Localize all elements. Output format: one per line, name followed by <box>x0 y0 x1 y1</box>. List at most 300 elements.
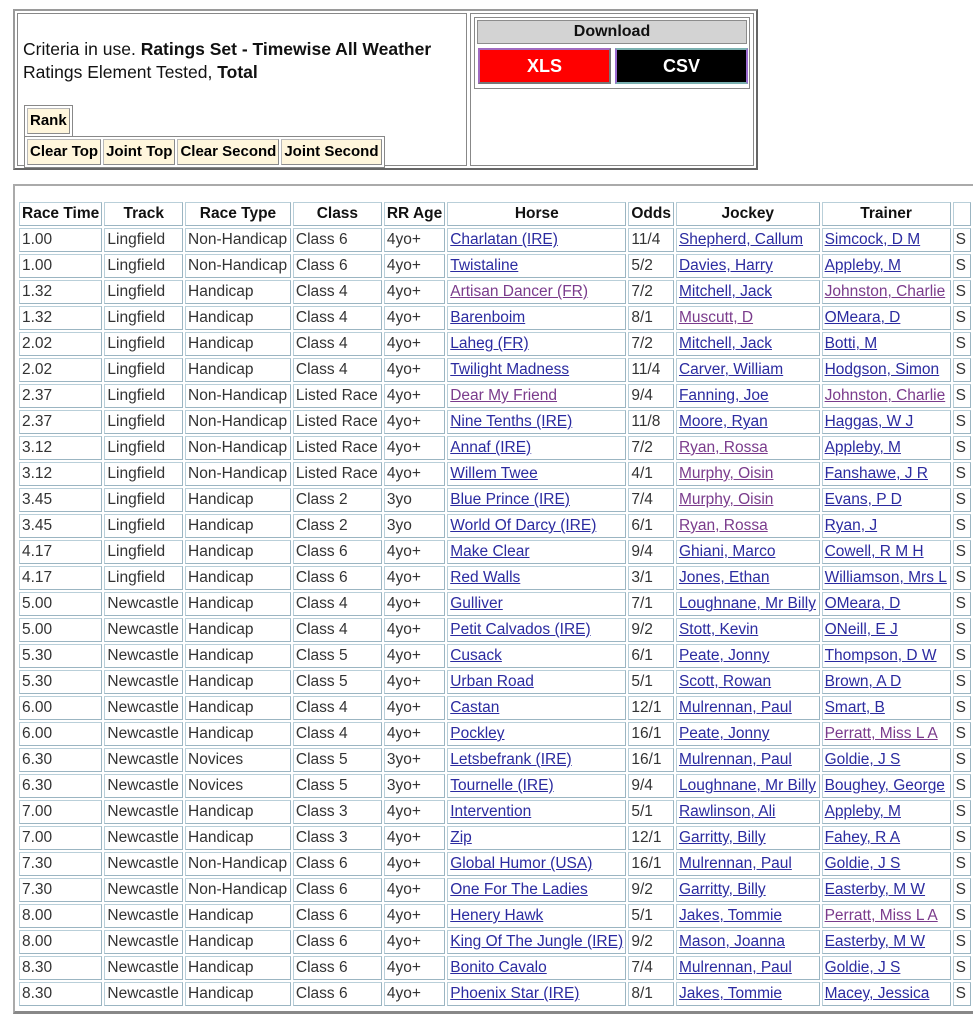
track-cell: Lingfield <box>107 387 166 404</box>
class-column <box>293 384 382 408</box>
trainer-link[interactable]: Ryan, J <box>824 517 878 534</box>
extra-cell: S <box>955 569 966 586</box>
trainer-link[interactable]: Boughey, George <box>824 777 945 794</box>
horse-link[interactable]: Annaf (IRE) <box>450 439 532 456</box>
trainer-link[interactable]: Appleby, M <box>824 257 901 274</box>
jockey-column <box>676 696 820 720</box>
trainer-column <box>822 306 951 330</box>
rank-button[interactable]: Rank <box>27 108 70 134</box>
class-column <box>293 696 382 720</box>
jockey-link[interactable]: Ghiani, Marco <box>678 543 776 560</box>
time-column <box>19 670 102 694</box>
time-column <box>19 592 102 616</box>
table-row <box>19 826 971 850</box>
time-column <box>19 696 102 720</box>
odds-column <box>628 904 674 928</box>
table-row <box>19 696 971 720</box>
age-column <box>384 696 445 720</box>
trainer-link[interactable]: Easterby, M W <box>824 881 926 898</box>
table-row <box>19 930 971 954</box>
jockey-column <box>676 930 820 954</box>
horse-column <box>447 592 626 616</box>
download-xls-button[interactable]: XLS <box>478 48 611 84</box>
horse-link[interactable]: Dear My Friend <box>450 387 558 404</box>
extra-column <box>953 982 971 1006</box>
type-column <box>185 800 291 824</box>
track-cell: Newcastle <box>107 959 179 976</box>
horse-column <box>447 904 626 928</box>
horse-link[interactable]: Phoenix Star (IRE) <box>450 985 580 1002</box>
jockey-link[interactable]: Mulrennan, Paul <box>678 699 792 716</box>
jockey-link[interactable]: Mulrennan, Paul <box>678 959 792 976</box>
odds-column <box>628 280 674 304</box>
joint-top-button[interactable]: Joint Top <box>103 139 175 165</box>
class-cell: Class 2 <box>295 517 348 534</box>
extra-column <box>953 878 971 902</box>
race-time-cell: 5.30 <box>22 647 53 664</box>
track-column <box>104 904 183 928</box>
joint-second-button[interactable]: Joint Second <box>281 139 381 165</box>
horse-column <box>447 384 626 408</box>
rr-age-cell: 4yo+ <box>386 543 421 560</box>
time-column <box>19 254 102 278</box>
odds-column <box>628 644 674 668</box>
track-cell: Newcastle <box>107 595 179 612</box>
horse-link[interactable]: Make Clear <box>450 543 530 560</box>
rr-age-cell: 3yo <box>386 491 412 508</box>
horse-link[interactable]: Artisan Dancer (FR) <box>450 283 589 300</box>
extra-column <box>953 410 971 434</box>
trainer-column <box>822 514 951 538</box>
jockey-link[interactable]: Jones, Ethan <box>678 569 770 586</box>
jockey-link[interactable]: Loughnane, Mr Billy <box>678 595 816 612</box>
race-time-cell: 6.00 <box>22 699 53 716</box>
trainer-link[interactable]: Brown, A D <box>824 673 902 690</box>
race-type-cell: Handicap <box>188 725 254 742</box>
trainer-link[interactable]: Johnston, Charlie <box>824 283 946 300</box>
jockey-link[interactable]: Peate, Jonny <box>678 647 770 664</box>
extra-cell: S <box>955 621 966 638</box>
extra-column <box>953 306 971 330</box>
trainer-link[interactable]: Macey, Jessica <box>824 985 930 1002</box>
jockey-link[interactable]: Scott, Rowan <box>678 673 772 690</box>
header-horse[interactable]: Horse <box>447 202 626 226</box>
clear-top-button[interactable]: Clear Top <box>27 139 101 165</box>
extra-cell: S <box>955 595 966 612</box>
jockey-column <box>676 280 820 304</box>
race-time-cell: 7.30 <box>22 881 53 898</box>
jockey-link[interactable]: Garritty, Billy <box>678 881 766 898</box>
odds-column <box>628 722 674 746</box>
class-column <box>293 670 382 694</box>
jockey-link[interactable]: Murphy, Oisin <box>678 491 774 508</box>
race-type-cell: Handicap <box>188 335 254 352</box>
time-column <box>19 436 102 460</box>
class-cell: Class 6 <box>295 855 348 872</box>
type-column <box>185 254 291 278</box>
table-row <box>19 722 971 746</box>
horse-link[interactable]: Willem Twee <box>450 465 538 482</box>
jockey-link[interactable]: Peate, Jonny <box>678 725 770 742</box>
trainer-link[interactable]: Hodgson, Simon <box>824 361 940 378</box>
race-type-cell: Handicap <box>188 283 254 300</box>
clear-second-button[interactable]: Clear Second <box>177 139 279 165</box>
trainer-column <box>822 488 951 512</box>
table-row <box>19 956 971 980</box>
track-column <box>104 228 183 252</box>
table-row <box>19 436 971 460</box>
extra-column <box>953 488 971 512</box>
type-column <box>185 384 291 408</box>
odds-column <box>628 436 674 460</box>
jockey-link[interactable]: Garritty, Billy <box>678 829 766 846</box>
table-row <box>19 644 971 668</box>
odds-cell: 5/2 <box>631 257 653 274</box>
odds-cell: 5/1 <box>631 673 653 690</box>
class-column <box>293 722 382 746</box>
race-type-cell: Handicap <box>188 699 254 716</box>
class-cell: Class 4 <box>295 283 348 300</box>
header-rr-age[interactable]: RR Age <box>384 202 445 226</box>
extra-cell: S <box>955 309 966 326</box>
horse-column <box>447 852 626 876</box>
trainer-link[interactable]: Goldie, J S <box>824 855 901 872</box>
horse-link[interactable]: King Of The Jungle (IRE) <box>450 933 624 950</box>
race-type-cell: Handicap <box>188 673 254 690</box>
jockey-link[interactable]: Muscutt, D <box>678 309 754 326</box>
extra-cell: S <box>955 257 966 274</box>
jockey-column <box>676 774 820 798</box>
download-box <box>474 17 750 89</box>
horse-link[interactable]: Letsbefrank (IRE) <box>450 751 572 768</box>
jockey-link[interactable]: Jakes, Tommie <box>678 985 783 1002</box>
age-column <box>384 306 445 330</box>
extra-column <box>953 280 971 304</box>
track-cell: Newcastle <box>107 855 179 872</box>
odds-cell: 6/1 <box>631 517 653 534</box>
track-cell: Lingfield <box>107 517 166 534</box>
extra-cell: S <box>955 699 966 716</box>
horse-link[interactable]: Tournelle (IRE) <box>450 777 554 794</box>
age-column <box>384 982 445 1006</box>
table-row <box>19 540 971 564</box>
extra-cell: S <box>955 465 966 482</box>
trainer-link[interactable]: Cowell, R M H <box>824 543 924 560</box>
trainer-link[interactable]: OMeara, D <box>824 595 901 612</box>
trainer-link[interactable]: Williamson, Mrs L <box>824 569 947 586</box>
time-column <box>19 540 102 564</box>
class-cell: Class 4 <box>295 335 348 352</box>
horse-link[interactable]: Charlatan (IRE) <box>450 231 558 248</box>
age-column <box>384 826 445 850</box>
jockey-column <box>676 592 820 616</box>
table-row <box>19 254 971 278</box>
track-cell: Newcastle <box>107 647 179 664</box>
horse-link[interactable]: Barenboim <box>450 309 526 326</box>
horse-link[interactable]: Twistaline <box>450 257 519 274</box>
trainer-link[interactable]: Evans, P D <box>824 491 902 508</box>
horse-link[interactable]: Cusack <box>450 647 502 664</box>
rr-age-cell: 4yo+ <box>386 465 421 482</box>
age-column <box>384 436 445 460</box>
horse-link[interactable]: World Of Darcy (IRE) <box>450 517 597 534</box>
class-column <box>293 566 382 590</box>
trainer-column <box>822 436 951 460</box>
track-cell: Newcastle <box>107 725 179 742</box>
jockey-link[interactable]: Rawlinson, Ali <box>678 803 776 820</box>
jockey-link[interactable]: Mason, Joanna <box>678 933 785 950</box>
type-column <box>185 358 291 382</box>
race-time-cell: 2.02 <box>22 361 53 378</box>
horse-column <box>447 878 626 902</box>
header-race-time[interactable]: Race Time <box>19 202 102 226</box>
odds-cell: 9/4 <box>631 387 653 404</box>
track-cell: Newcastle <box>107 933 179 950</box>
horse-link[interactable]: Red Walls <box>450 569 521 586</box>
extra-column <box>953 228 971 252</box>
jockey-link[interactable]: Shepherd, Callum <box>678 231 804 248</box>
track-cell: Lingfield <box>107 465 166 482</box>
extra-cell: S <box>955 335 966 352</box>
track-column <box>104 774 183 798</box>
trainer-column <box>822 644 951 668</box>
trainer-link[interactable]: Perratt, Miss L A <box>824 907 938 924</box>
class-column <box>293 930 382 954</box>
jockey-link[interactable]: Carver, William <box>678 361 784 378</box>
race-time-cell: 2.02 <box>22 335 53 352</box>
criteria-download-panel <box>13 9 758 170</box>
header-track[interactable]: Track <box>104 202 183 226</box>
table-row <box>19 982 971 1006</box>
class-column <box>293 410 382 434</box>
horse-link[interactable]: Gulliver <box>450 595 503 612</box>
horse-column <box>447 618 626 642</box>
track-column <box>104 852 183 876</box>
odds-column <box>628 566 674 590</box>
class-cell: Class 6 <box>295 257 348 274</box>
race-type-cell: Non-Handicap <box>188 387 288 404</box>
header-jockey[interactable]: Jockey <box>676 202 820 226</box>
class-column <box>293 774 382 798</box>
odds-cell: 16/1 <box>631 725 662 742</box>
trainer-link[interactable]: Johnston, Charlie <box>824 387 946 404</box>
horse-link[interactable]: Zip <box>450 829 472 846</box>
horse-link[interactable]: Intervention <box>450 803 532 820</box>
odds-column <box>628 462 674 486</box>
jockey-column <box>676 982 820 1006</box>
extra-column <box>953 644 971 668</box>
extra-column <box>953 618 971 642</box>
odds-cell: 8/1 <box>631 985 653 1002</box>
class-cell: Class 6 <box>295 881 348 898</box>
track-column <box>104 384 183 408</box>
trainer-link[interactable]: OMeara, D <box>824 309 901 326</box>
horse-link[interactable]: Castan <box>450 699 500 716</box>
jockey-link[interactable]: Ryan, Rossa <box>678 439 768 456</box>
jockey-link[interactable]: Loughnane, Mr Billy <box>678 777 816 794</box>
jockey-link[interactable]: Mitchell, Jack <box>678 283 772 300</box>
class-cell: Class 5 <box>295 673 348 690</box>
trainer-link[interactable]: Simcock, D M <box>824 231 921 248</box>
rr-age-cell: 4yo+ <box>386 335 421 352</box>
trainer-link[interactable]: Botti, M <box>824 335 878 352</box>
track-column <box>104 592 183 616</box>
horse-column <box>447 826 626 850</box>
horse-link[interactable]: Pockley <box>450 725 505 742</box>
race-type-cell: Handicap <box>188 361 254 378</box>
track-column <box>104 878 183 902</box>
horse-column <box>447 410 626 434</box>
horse-column <box>447 644 626 668</box>
trainer-link[interactable]: Appleby, M <box>824 803 901 820</box>
extra-cell: S <box>955 231 966 248</box>
type-column <box>185 644 291 668</box>
type-column <box>185 956 291 980</box>
jockey-link[interactable]: Mitchell, Jack <box>678 335 772 352</box>
element-label: Ratings Element Tested, <box>23 62 218 82</box>
race-type-cell: Non-Handicap <box>188 231 288 248</box>
rr-age-cell: 4yo+ <box>386 621 421 638</box>
race-time-cell: 8.00 <box>22 933 53 950</box>
track-column <box>104 436 183 460</box>
odds-column <box>628 956 674 980</box>
extra-column <box>953 800 971 824</box>
class-cell: Class 3 <box>295 829 348 846</box>
trainer-column <box>822 670 951 694</box>
trainer-link[interactable]: Smart, B <box>824 699 885 716</box>
trainer-column <box>822 254 951 278</box>
trainer-link[interactable]: Fahey, R A <box>824 829 901 846</box>
trainer-column <box>822 540 951 564</box>
horse-link[interactable]: Nine Tenths (IRE) <box>450 413 573 430</box>
horse-link[interactable]: Henery Hawk <box>450 907 544 924</box>
extra-column <box>953 566 971 590</box>
extra-column <box>953 358 971 382</box>
odds-column <box>628 358 674 382</box>
jockey-link[interactable]: Jakes, Tommie <box>678 907 783 924</box>
race-type-cell: Non-Handicap <box>188 465 288 482</box>
track-cell: Lingfield <box>107 439 166 456</box>
horse-link[interactable]: Petit Calvados (IRE) <box>450 621 591 638</box>
horse-column <box>447 332 626 356</box>
class-cell: Class 6 <box>295 231 348 248</box>
horse-link[interactable]: Bonito Cavalo <box>450 959 547 976</box>
odds-column <box>628 592 674 616</box>
odds-column <box>628 618 674 642</box>
horse-column <box>447 800 626 824</box>
track-column <box>104 280 183 304</box>
track-cell: Newcastle <box>107 673 179 690</box>
track-column <box>104 748 183 772</box>
track-column <box>104 930 183 954</box>
track-cell: Newcastle <box>107 881 179 898</box>
horse-link[interactable]: Laheg (FR) <box>450 335 529 352</box>
horse-link[interactable]: Blue Prince (IRE) <box>450 491 570 508</box>
header-trainer[interactable]: Trainer <box>822 202 951 226</box>
element-value: Total <box>217 62 258 82</box>
horse-link[interactable]: Twilight Madness <box>450 361 570 378</box>
track-cell: Lingfield <box>107 335 166 352</box>
jockey-link[interactable]: Moore, Ryan <box>678 413 768 430</box>
trainer-link[interactable]: ONeill, E J <box>824 621 898 638</box>
jockey-link[interactable]: Davies, Harry <box>678 257 773 274</box>
class-column <box>293 228 382 252</box>
type-column <box>185 904 291 928</box>
track-column <box>104 488 183 512</box>
horse-link[interactable]: Urban Road <box>450 673 534 690</box>
class-cell: Class 2 <box>295 491 348 508</box>
trainer-column <box>822 748 951 772</box>
download-cell <box>470 13 754 166</box>
race-type-cell: Handicap <box>188 569 254 586</box>
rr-age-cell: 4yo+ <box>386 413 421 430</box>
horse-column <box>447 748 626 772</box>
trainer-link[interactable]: Easterby, M W <box>824 933 926 950</box>
track-column <box>104 462 183 486</box>
jockey-link[interactable]: Mulrennan, Paul <box>678 855 792 872</box>
track-column <box>104 982 183 1006</box>
jockey-column <box>676 878 820 902</box>
horse-link[interactable]: Global Humor (USA) <box>450 855 593 872</box>
time-column <box>19 956 102 980</box>
race-time-cell: 5.00 <box>22 595 53 612</box>
jockey-column <box>676 722 820 746</box>
rr-age-cell: 4yo+ <box>386 647 421 664</box>
race-type-cell: Novices <box>188 777 244 794</box>
extra-cell: S <box>955 959 966 976</box>
class-cell: Class 6 <box>295 933 348 950</box>
time-column <box>19 878 102 902</box>
time-column <box>19 644 102 668</box>
jockey-link[interactable]: Stott, Kevin <box>678 621 759 638</box>
odds-cell: 7/1 <box>631 595 653 612</box>
header-race-type[interactable]: Race Type <box>185 202 291 226</box>
jockey-column <box>676 618 820 642</box>
jockey-link[interactable]: Murphy, Oisin <box>678 465 774 482</box>
type-column <box>185 436 291 460</box>
header-odds[interactable]: Odds <box>628 202 674 226</box>
rr-age-cell: 4yo+ <box>386 881 421 898</box>
trainer-link[interactable]: Thompson, D W <box>824 647 937 664</box>
race-time-cell: 1.32 <box>22 309 53 326</box>
extra-cell: S <box>955 491 966 508</box>
horse-column <box>447 228 626 252</box>
jockey-link[interactable]: Mulrennan, Paul <box>678 751 792 768</box>
race-time-cell: 2.37 <box>22 413 53 430</box>
trainer-link[interactable]: Perratt, Miss L A <box>824 725 938 742</box>
race-type-cell: Non-Handicap <box>188 257 288 274</box>
horse-link[interactable]: One For The Ladies <box>450 881 588 898</box>
jockey-link[interactable]: Fanning, Joe <box>678 387 769 404</box>
track-column <box>104 644 183 668</box>
extra-cell: S <box>955 777 966 794</box>
age-column <box>384 228 445 252</box>
header-class[interactable]: Class <box>293 202 382 226</box>
trainer-link[interactable]: Fanshawe, J R <box>824 465 928 482</box>
race-type-cell: Handicap <box>188 491 254 508</box>
class-column <box>293 878 382 902</box>
download-csv-button[interactable]: CSV <box>615 48 748 84</box>
trainer-link[interactable]: Appleby, M <box>824 439 901 456</box>
race-time-cell: 1.32 <box>22 283 53 300</box>
trainer-link[interactable]: Haggas, W J <box>824 413 914 430</box>
trainer-link[interactable]: Goldie, J S <box>824 751 901 768</box>
race-type-cell: Handicap <box>188 907 254 924</box>
odds-cell: 4/1 <box>631 465 653 482</box>
trainer-link[interactable]: Goldie, J S <box>824 959 901 976</box>
odds-cell: 12/1 <box>631 699 662 716</box>
jockey-link[interactable]: Ryan, Rossa <box>678 517 768 534</box>
